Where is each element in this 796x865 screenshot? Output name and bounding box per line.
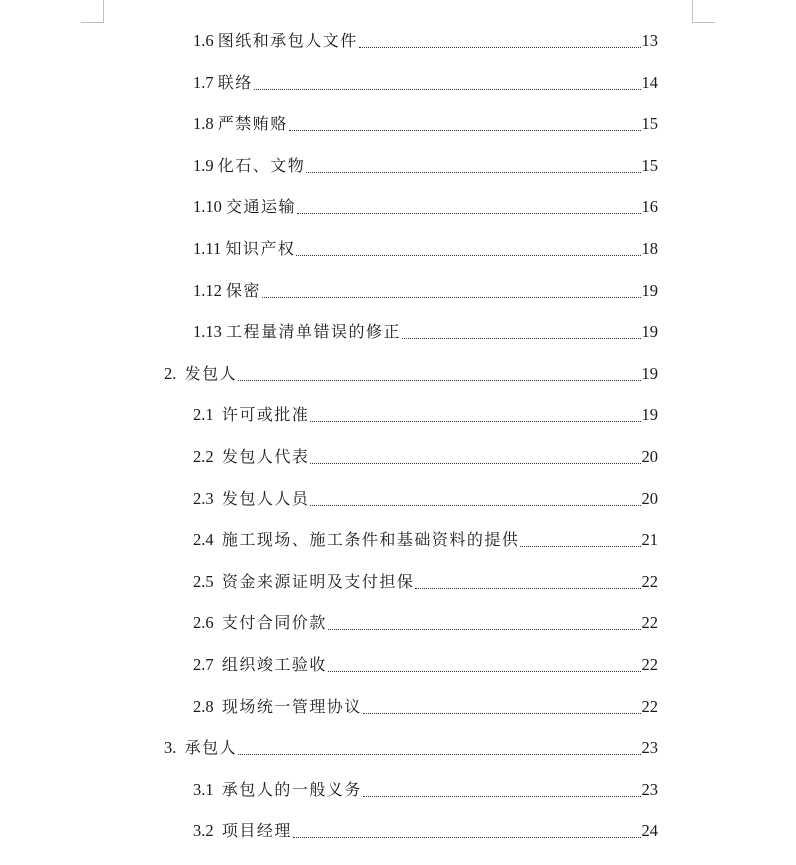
toc-entry-title: 严禁贿赂 — [217, 114, 288, 134]
toc-entry-page-number: 20 — [641, 488, 658, 508]
toc-dot-leader — [238, 738, 640, 758]
toc-entry[interactable] — [193, 67, 658, 93]
toc-entry-number: 1.10 — [193, 197, 226, 217]
toc-entry-number: 2.1 — [193, 405, 222, 425]
toc-entry-number: 3.1 — [193, 779, 222, 799]
toc-entry-page-number: 22 — [641, 696, 658, 716]
toc-entry-title: 联络 — [217, 72, 253, 92]
toc-dot-leader — [289, 114, 641, 134]
toc-entry[interactable] — [193, 774, 658, 800]
toc-dot-leader — [306, 156, 640, 176]
toc-entry-page-number: 22 — [641, 655, 658, 674]
toc-entry[interactable] — [193, 566, 658, 592]
toc-entry-number: 2.5 — [193, 571, 222, 591]
toc-entry-number: 1.7 — [193, 72, 218, 92]
toc-entry-number: 1.13 — [193, 322, 226, 342]
toc-entry-page-number: 23 — [641, 738, 658, 758]
toc-entry[interactable] — [193, 25, 658, 51]
toc-entry-page-number: 15 — [641, 114, 658, 134]
toc-entry[interactable] — [193, 649, 658, 675]
toc-entry-number: 2.2 — [193, 447, 222, 466]
toc-dot-leader — [293, 821, 641, 841]
toc-entry-page-number: 19 — [641, 363, 658, 383]
toc-entry-title: 施工现场、施工条件和基础资料的提供 — [221, 530, 520, 550]
toc-entry[interactable] — [193, 316, 658, 342]
toc-entry[interactable] — [164, 358, 658, 384]
toc-entry[interactable] — [193, 399, 658, 425]
toc-entry[interactable] — [193, 607, 658, 633]
toc-dot-leader — [297, 197, 640, 217]
toc-entry[interactable] — [193, 233, 658, 259]
toc-entry-page-number: 13 — [641, 31, 658, 50]
toc-entry-title: 发包人人员 — [221, 488, 310, 508]
toc-entry-title: 现场统一管理协议 — [221, 696, 362, 716]
toc-entry-title: 工程量清单错误的修正 — [226, 322, 402, 342]
toc-entry-page-number: 23 — [641, 779, 658, 799]
toc-entry-number: 2.4 — [193, 530, 222, 550]
toc-dot-leader — [254, 73, 641, 93]
toc-entry[interactable] — [193, 275, 658, 301]
toc-dot-leader — [520, 530, 640, 550]
toc-entry-title: 承包人的一般义务 — [221, 779, 362, 799]
toc-dot-leader — [359, 31, 641, 51]
crop-mark-top-left — [81, 0, 104, 23]
toc-entry-number: 1.6 — [193, 31, 218, 50]
toc-entry-page-number: 16 — [641, 197, 658, 217]
toc-entry[interactable] — [193, 150, 658, 176]
toc-entry-page-number: 19 — [641, 322, 658, 342]
toc-dot-leader — [328, 613, 641, 633]
toc-entry-number: 2.6 — [193, 613, 222, 633]
toc-entry-title: 发包人 — [184, 363, 238, 383]
toc-entry[interactable] — [193, 815, 658, 841]
toc-entry[interactable] — [193, 441, 658, 467]
toc-entry-title: 承包人 — [184, 738, 238, 758]
toc-entry-page-number: 22 — [641, 571, 658, 591]
toc-entry-title: 发包人代表 — [221, 447, 310, 466]
toc-entry-page-number: 18 — [641, 239, 658, 258]
toc-dot-leader — [328, 655, 641, 675]
toc-entry-number: 3.2 — [193, 821, 222, 841]
toc-entry-number: 2.7 — [193, 655, 222, 674]
toc-entry[interactable] — [193, 524, 658, 550]
toc-dot-leader — [310, 489, 640, 509]
toc-entry-page-number: 19 — [641, 405, 658, 425]
toc-entry-title: 知识产权 — [225, 239, 296, 258]
toc-dot-leader — [262, 281, 640, 301]
toc-entry-number: 1.12 — [193, 280, 226, 300]
toc-entry[interactable] — [193, 191, 658, 217]
toc-entry-page-number: 15 — [641, 155, 658, 175]
toc-entry-title: 资金来源证明及支付担保 — [221, 571, 415, 591]
toc-entry-title: 组织竣工验收 — [221, 655, 327, 674]
toc-dot-leader — [310, 405, 640, 425]
toc-entry-page-number: 14 — [641, 72, 658, 92]
toc-entry-title: 化石、文物 — [217, 155, 306, 175]
toc-dot-leader — [310, 447, 640, 467]
toc-entry-number: 2. — [164, 363, 185, 383]
toc-dot-leader — [402, 322, 640, 342]
toc-entry-title: 图纸和承包人文件 — [217, 31, 358, 50]
toc-dot-leader — [296, 239, 640, 259]
toc-entry-title: 交通运输 — [226, 197, 297, 217]
toc-entry[interactable] — [164, 732, 658, 758]
toc-entry-page-number: 24 — [641, 821, 658, 841]
toc-entry-number: 1.11 — [193, 239, 226, 258]
toc-dot-leader — [238, 364, 640, 384]
toc-entry-number: 1.8 — [193, 114, 218, 134]
toc-entry-number: 3. — [164, 738, 185, 758]
toc-entry-page-number: 21 — [641, 530, 658, 550]
toc-entry-page-number: 19 — [641, 280, 658, 300]
toc-entry-title: 保密 — [226, 280, 262, 300]
toc-entry-number: 1.9 — [193, 155, 218, 175]
toc-entry[interactable] — [193, 691, 658, 717]
toc-entry-number: 2.8 — [193, 696, 222, 716]
toc-entry-page-number: 20 — [641, 447, 658, 466]
toc-dot-leader — [415, 572, 640, 592]
toc-entry-number: 2.3 — [193, 488, 222, 508]
toc-entry-page-number: 22 — [641, 613, 658, 633]
toc-entry-title: 项目经理 — [221, 821, 292, 841]
toc-entry[interactable] — [193, 483, 658, 509]
toc-dot-leader — [363, 780, 641, 800]
toc-entry-title: 支付合同价款 — [221, 613, 327, 633]
toc-dot-leader — [363, 697, 641, 717]
toc-entry[interactable] — [193, 108, 658, 134]
toc-entry-title: 许可或批准 — [221, 405, 310, 425]
crop-mark-top-right — [692, 0, 715, 23]
